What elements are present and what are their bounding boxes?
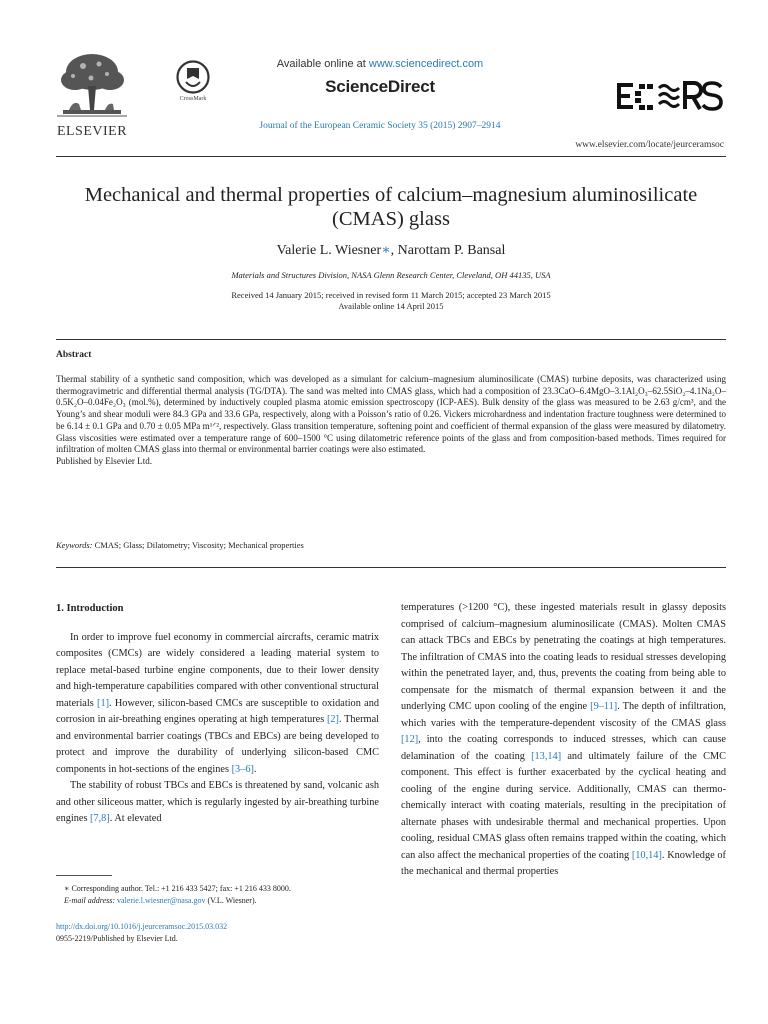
- footnote: [56, 883, 386, 907]
- crossmark-label: CrossMark: [179, 96, 207, 102]
- abstract-heading: Abstract: [56, 350, 92, 360]
- corresponding-author-mark[interactable]: ∗: [381, 243, 391, 258]
- article-title: [56, 183, 726, 231]
- elsevier-logo[interactable]: [55, 50, 129, 140]
- journal-homepage-url[interactable]: www.elsevier.com/locate/jeurceramsoc: [575, 140, 724, 150]
- abstract-text: Thermal stability of a synthetic sand composition, which was developed as a simulant for calcium–magnesium aluminosilicate (CMAS) turbine deposits, was characterized using thermogravimetric and differential thermal analysis (TG/DTA). The sand was melted into CMAS glass, which had a composition of 23.3CaO–6.4MgO–3.1Al₂O₃–62.5SiO₂–4.1Na₂O–0.5K₂O–0.04Fe₂O₃ (mol.%), determined by inductively coupled plasma atomic emission spectroscopy (ICP-AES). Bulk density of the glass was measured to be 2.63 g/cm³, and the Young’s and shear moduli were 84.3 GPa and 33.6 GPa, respectively, along with a Poisson’s ratio of 0.26. Vickers microhardness and indentation fracture toughness were determined to be 6.14 ± 0.1 GPa and 0.70 ± 0.05 MPa m¹ᐟ², respectively. Glass transition temperature, softening point and coefficient of thermal expansion of the glass were measured by dilatometry. Glass viscosities were estimated over a temperature range of 600–1500 °C using dilatometric reference points of the glass and from composition-based methods. Times required for infiltration of molten CMAS glass into thermal or environmental barrier coatings were also estimated.: [56, 374, 726, 455]
- corresponding-author-note: ∗ Corresponding author. Tel.: +1 216 433 5427; fax: +1 216 433 8000.: [64, 884, 291, 893]
- abstract-divider-bottom: [56, 567, 726, 568]
- keywords-label: Keywords:: [56, 540, 93, 550]
- intro-paragraph-1: In order to improve fuel economy in commercial aircrafts, ceramic matrix composites (CMCs) are widely considered a leading material system to replace metal-based turbine engine components, due to their lower density and high-temperature capabilities compared with other conventional structural materials [1]. However, silicon-based CMCs are susceptible to oxidation and corrosion in air-breathing engines operating at high temperatures [2]. Thermal and environmental barrier coatings (TBCs and EBCs) are being developed to protect and improve the durability of underlying silicon-based CMC components in hot-sections of the engines [3–6].: [56, 631, 379, 775]
- elsevier-tree-icon: [55, 50, 129, 122]
- ref-link-2[interactable]: [2]: [326, 714, 339, 725]
- ref-link-13-14[interactable]: [13,14]: [531, 750, 562, 762]
- intro-paragraph-2-continued: temperatures (>1200 °C), these ingested materials result in glassy deposits comprised of calcium–magnesium aluminosilicate (CMAS). Molten CMAS can attack TBCs and EBCs by penetrating the coatings at high temperatures. The infiltration of CMAS into the coating leads to residual stresses developing within the penetrated layer, and, thus, prevents the coating from being able to compensate for the mismatch of thermal expansion between it and the underlying CMC upon cooling of the engine [9–11]. The depth of infiltration, which varies with the temperature-dependent viscosity of the CMAS glass [12], into the coating corresponds to induced stresses, which can cause delamination of the coating [13,14] and ultimately failure of the CMC component. This effect is further exacerbated by the cyclical heating and cooling of the engine during service. Additionally, CMAS can thermo-chemically interact with coating materials, resulting in the precipitation of alternate phases with undesirable thermal and mechanical properties. Upon cooling, residual CMAS glass often remains trapped within the coating, which can also affect the mechanical properties of the coating [10,14]. Knowledge of the mechanical and thermal properties: [401, 602, 726, 877]
- ref-link-9-11[interactable]: [9–11]: [590, 701, 618, 712]
- abstract-divider-top: [56, 339, 726, 340]
- received-dates: Received 14 January 2015; received in revised form 11 March 2015; accepted 23 March 2015: [231, 290, 551, 300]
- author-wiesner[interactable]: Valerie L. Wiesner: [276, 243, 382, 258]
- doi-link[interactable]: http://dx.doi.org/10.1016/j.jeurceramsoc.2015.03.032: [56, 922, 228, 931]
- author-email-link[interactable]: valerie.l.wiesner@nasa.gov: [117, 896, 206, 905]
- header-center: [230, 58, 530, 131]
- keywords: [56, 540, 304, 550]
- available-online-line: Available online at www.sciencedirect.com: [276, 58, 484, 70]
- keywords-list: CMAS; Glass; Dilatometry; Viscosity; Mechanical properties: [94, 540, 304, 550]
- right-column: [401, 600, 726, 881]
- header-divider: [56, 156, 726, 157]
- section-heading-introduction: 1. Introduction: [56, 603, 124, 614]
- ecers-logo-icon: [615, 80, 727, 114]
- doi-block: [56, 921, 227, 945]
- author-bansal[interactable]: Narottam P. Bansal: [397, 243, 506, 258]
- ref-link-3-6[interactable]: [3–6]: [231, 763, 254, 775]
- sciencedirect-logo[interactable]: ScienceDirect: [325, 77, 435, 96]
- published-by: Published by Elsevier Ltd.: [56, 455, 152, 466]
- ref-link-7-8[interactable]: [7,8]: [90, 813, 110, 824]
- email-line: E-mail address: valerie.l.wiesner@nasa.gov (V.L. Wiesner).: [64, 896, 257, 905]
- crossmark-badge[interactable]: [172, 60, 214, 102]
- affiliation: Materials and Structures Division, NASA Glenn Research Center, Cleveland, OH 44135, USA: [231, 270, 551, 280]
- crossmark-icon: [176, 60, 210, 94]
- abstract-body: [56, 374, 726, 468]
- sciencedirect-link[interactable]: www.sciencedirect.com: [368, 58, 484, 70]
- available-online-date: Available online 14 April 2015: [338, 301, 444, 311]
- title-line-2: (CMAS) glass: [332, 208, 450, 230]
- ecers-logo[interactable]: [615, 80, 727, 114]
- author-list: [56, 242, 726, 259]
- footnote-divider: [56, 875, 112, 876]
- intro-paragraph-2: The stability of robust TBCs and EBCs is threatened by sand, volcanic ash and other siliceous matter, which is regularly ingested by air-breathing turbine engines [7,8]. At elevated: [56, 780, 379, 824]
- footnote-mark: ∗: [64, 884, 70, 893]
- elsevier-wordmark: ELSEVIER: [56, 124, 128, 139]
- title-line-1: Mechanical and thermal properties of calcium–magnesium aluminosilicate: [84, 184, 698, 206]
- ref-link-1[interactable]: [1]: [97, 697, 110, 709]
- ref-link-12[interactable]: [12]: [401, 734, 419, 745]
- author-separator: ,: [390, 243, 398, 258]
- article-history: [56, 290, 726, 312]
- issn-line: 0955-2219/Published by Elsevier Ltd.: [56, 934, 178, 943]
- left-column: [56, 601, 379, 828]
- ref-link-10-14[interactable]: [10,14]: [631, 849, 662, 861]
- journal-citation-link[interactable]: Journal of the European Ceramic Society 35 (2015) 2907–2914: [259, 121, 501, 131]
